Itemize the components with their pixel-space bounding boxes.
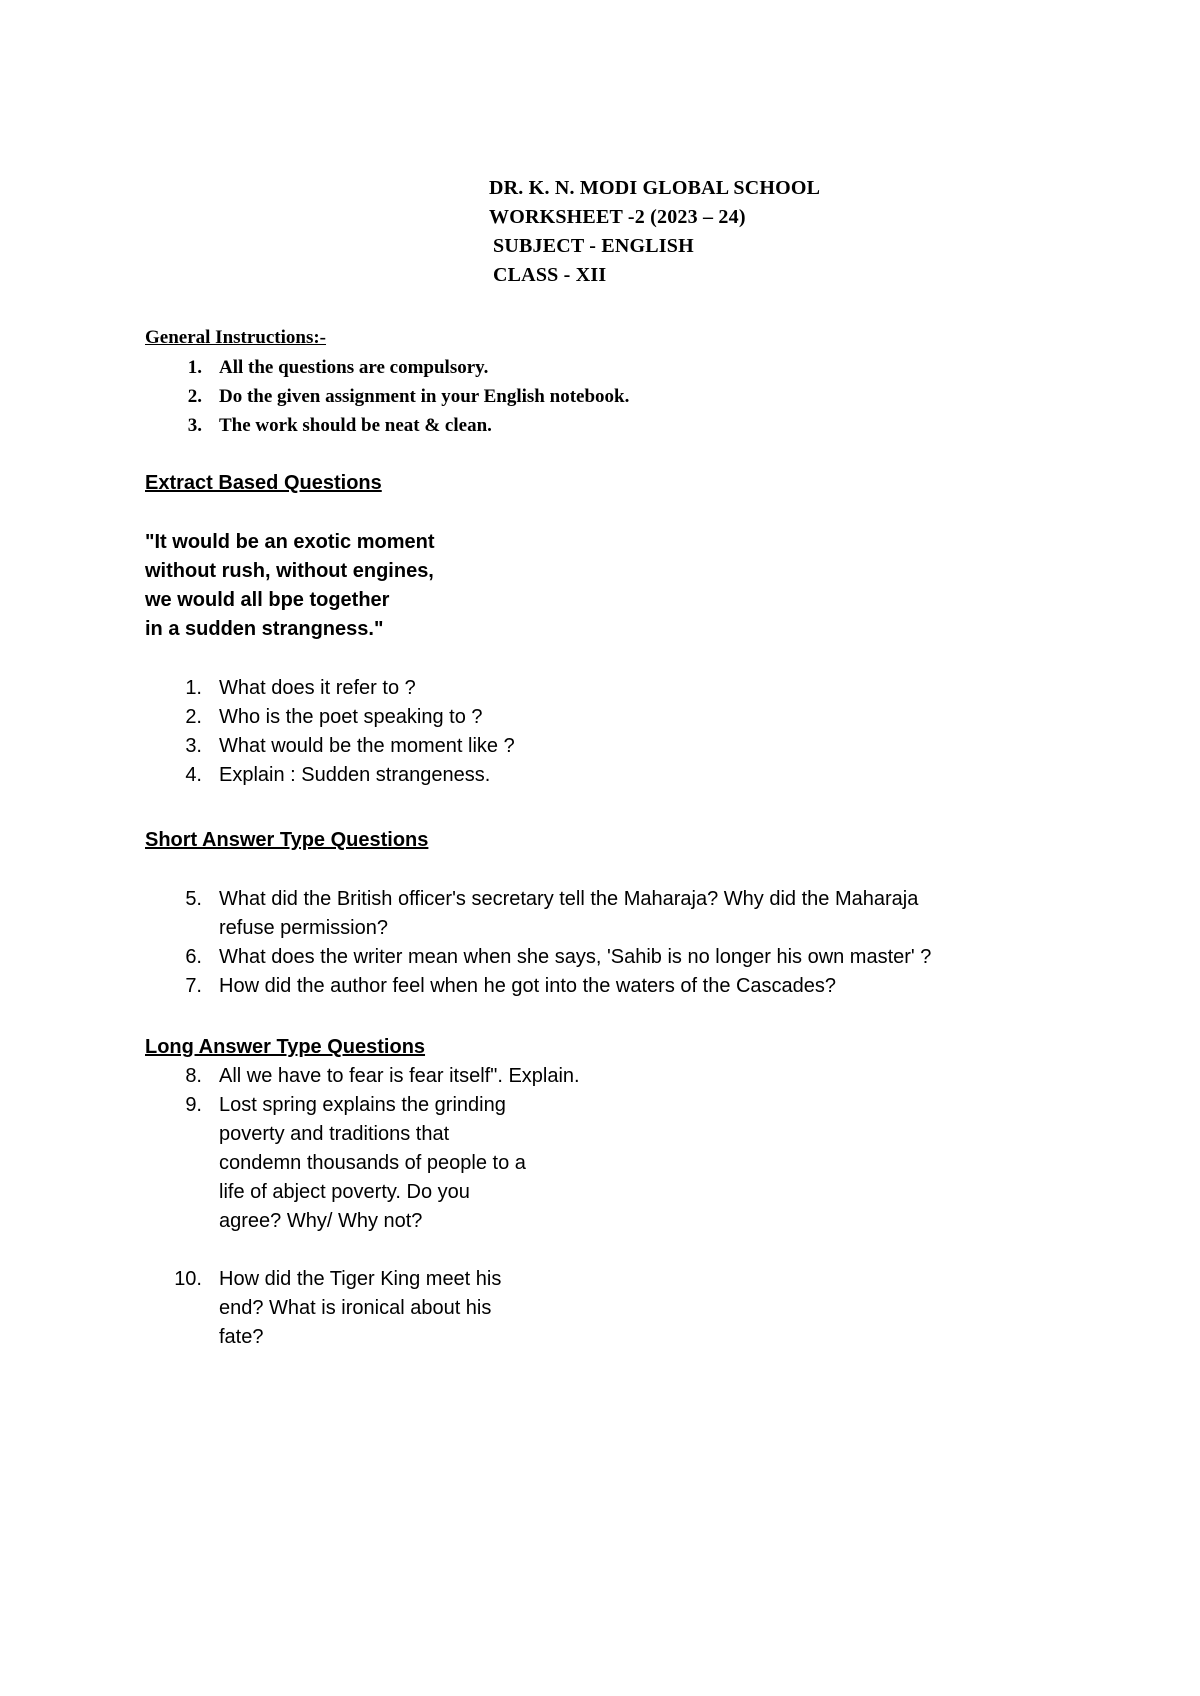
item-text: What would be the moment like ? <box>219 735 515 757</box>
general-instructions <box>145 324 629 440</box>
item-number: 7. <box>185 975 202 997</box>
item-line: How did the Tiger King meet his <box>219 1268 502 1290</box>
list-item <box>145 1091 580 1236</box>
class-line: CLASS - XII <box>493 264 607 286</box>
item-line: What did the British officer's secretary tell the Maharaja? Why did the Maharaja <box>219 888 919 910</box>
list-item <box>145 1265 580 1352</box>
list-item <box>145 411 629 440</box>
extract-line: "It would be an exotic moment <box>145 531 435 553</box>
worksheet-title: WORKSHEET -2 (2023 – 24) <box>489 206 746 228</box>
list-item <box>145 943 931 972</box>
item-line: life of abject poverty. Do you <box>219 1181 470 1203</box>
item-line: agree? Why/ Why not? <box>219 1210 423 1232</box>
item-number: 3. <box>185 735 202 757</box>
list-item <box>145 1062 580 1091</box>
extract-line: we would all bpe together <box>145 589 390 611</box>
item-number: 8. <box>185 1065 202 1087</box>
item-number: 1. <box>185 677 202 699</box>
long-answer-section <box>145 1033 580 1352</box>
general-instructions-title: General Instructions:- <box>145 327 327 348</box>
item-number: 10. <box>174 1268 202 1290</box>
extract-section <box>145 469 515 790</box>
item-text: All the questions are compulsory. <box>219 357 489 378</box>
list-item <box>145 761 515 790</box>
item-text: Do the given assignment in your English notebook. <box>219 386 630 407</box>
item-line: poverty and traditions that <box>219 1123 450 1145</box>
item-number: 6. <box>185 946 202 968</box>
item-number: 9. <box>185 1094 202 1116</box>
item-line: All we have to fear is fear itself". Explain. <box>219 1065 580 1087</box>
short-answer-title: Short Answer Type Questions <box>145 829 429 851</box>
item-number: 4. <box>185 764 202 786</box>
list-item <box>145 972 931 1001</box>
item-line: What does the writer mean when she says, 'Sahib is no longer his own master' ? <box>219 946 932 968</box>
extract-questions-list <box>145 674 515 790</box>
list-item <box>145 732 515 761</box>
list-item <box>145 703 515 732</box>
list-item <box>145 885 931 943</box>
instructions-list <box>145 353 629 440</box>
item-number: 3. <box>187 415 202 436</box>
item-text: The work should be neat & clean. <box>219 415 492 436</box>
item-line: How did the author feel when he got into the waters of the Cascades? <box>219 975 837 997</box>
item-line: Lost spring explains the grinding <box>219 1094 506 1116</box>
item-text: Explain : Sudden strangeness. <box>219 764 491 786</box>
extract-line: in a sudden strangness." <box>145 618 384 640</box>
extract-line: without rush, without engines, <box>145 560 434 582</box>
item-line: end? What is ironical about his <box>219 1297 492 1319</box>
worksheet-header <box>489 174 820 290</box>
item-number: 5. <box>185 888 202 910</box>
short-answer-section <box>145 826 931 1001</box>
long-questions-list <box>145 1062 580 1352</box>
item-text: Who is the poet speaking to ? <box>219 706 483 728</box>
list-item <box>145 382 629 411</box>
item-number: 2. <box>187 386 202 407</box>
extract-section-title: Extract Based Questions <box>145 472 382 494</box>
long-answer-title: Long Answer Type Questions <box>145 1036 426 1058</box>
extract-text <box>145 528 515 644</box>
item-line: fate? <box>219 1326 264 1348</box>
item-line: refuse permission? <box>219 917 388 939</box>
item-number: 1. <box>187 357 202 378</box>
item-number: 2. <box>185 706 202 728</box>
short-questions-list <box>145 885 931 1001</box>
school-name: DR. K. N. MODI GLOBAL SCHOOL <box>489 177 821 199</box>
list-item <box>145 674 515 703</box>
subject-line: SUBJECT - ENGLISH <box>493 235 694 257</box>
item-text: What does it refer to ? <box>219 677 416 699</box>
item-line: condemn thousands of people to a <box>219 1152 526 1174</box>
list-item <box>145 353 629 382</box>
